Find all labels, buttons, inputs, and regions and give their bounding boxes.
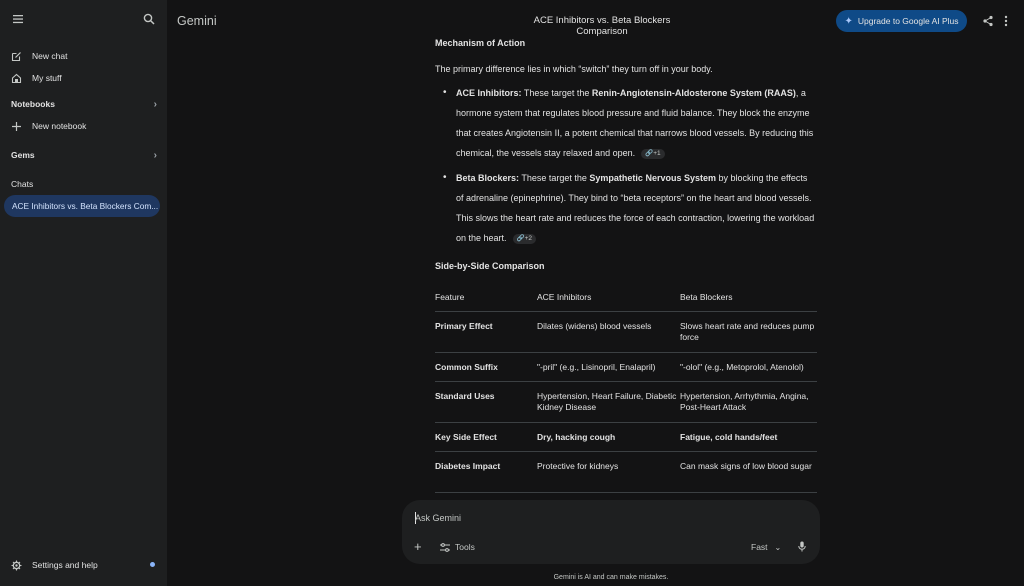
- table-cell: Hypertension, Heart Failure, Diabetic Kidney Disease: [537, 391, 677, 412]
- new-notebook-button[interactable]: [5, 116, 159, 136]
- settings-label: Settings and help: [32, 560, 98, 570]
- table-row: [435, 353, 817, 382]
- response-content: [435, 38, 817, 493]
- intro-paragraph: The primary difference lies in which “switch” they turn off in your body.: [435, 64, 713, 74]
- beta-system: Sympathetic Nervous System: [589, 173, 716, 183]
- beta-bullet: [435, 168, 817, 248]
- ace-system: Renin-Angiotensin-Aldosterone System (RAAS): [591, 88, 796, 98]
- link-icon: 🔗: [516, 235, 525, 242]
- table-header-cell: Feature: [435, 292, 465, 302]
- plus-icon: +: [414, 539, 422, 554]
- top-bar: [167, 0, 1024, 40]
- notebooks-label: Notebooks: [11, 99, 55, 109]
- ace-text-1: These target the: [521, 88, 592, 98]
- mic-icon[interactable]: [798, 541, 806, 552]
- table-cell-feature: Diabetes Impact: [435, 461, 501, 471]
- new-notebook-label: New notebook: [32, 121, 87, 131]
- table-row: [435, 423, 817, 452]
- chat-item-active[interactable]: [4, 195, 160, 217]
- settings-icon: [11, 560, 22, 571]
- beta-citation-count: +2: [524, 235, 533, 242]
- table-cell-feature: Key Side Effect: [435, 432, 497, 442]
- prompt-composer[interactable]: [402, 500, 820, 564]
- gems-section[interactable]: [11, 148, 157, 162]
- add-attachment-button[interactable]: [414, 540, 422, 553]
- ace-text-2: , a hormone system that regulates blood pressure and fluid balance. They block the enzyme that creates Angiotensin II, a potent chemical that narrows blood vessels. By reducing this chemical, the vessels stay relaxed and open.: [456, 88, 814, 158]
- table-cell-feature: Standard Uses: [435, 391, 495, 401]
- chevron-right-icon: ›: [153, 98, 157, 110]
- plus-icon: [11, 121, 22, 132]
- gems-label: Gems: [11, 150, 35, 160]
- my-stuff-label: My stuff: [32, 73, 62, 83]
- settings-button[interactable]: [11, 558, 155, 572]
- table-row: [435, 452, 817, 493]
- my-stuff-icon: [11, 73, 22, 84]
- more-vert-icon[interactable]: [1003, 14, 1009, 28]
- upgrade-label: Upgrade to Google AI Plus: [857, 16, 959, 26]
- brand-logo[interactable]: Gemini: [177, 14, 217, 28]
- table-cell: Hypertension, Arrhythmia, Angina, Post-Heart Attack: [680, 391, 809, 412]
- model-mode-dropdown[interactable]: [751, 542, 781, 552]
- prompt-input[interactable]: Ask Gemini: [415, 513, 462, 523]
- table-cell: Dry, hacking cough: [537, 432, 616, 442]
- table-cell: Can mask signs of low blood sugar: [680, 461, 812, 471]
- table-header-row: [435, 292, 817, 312]
- sparkle-icon: ✦: [844, 15, 853, 27]
- chevron-right-icon: ›: [153, 149, 157, 161]
- share-icon[interactable]: [982, 15, 994, 27]
- sidebar-top: [11, 12, 156, 28]
- table-row: [435, 382, 817, 423]
- tools-label: Tools: [455, 542, 475, 552]
- comparison-heading: Side-by-Side Comparison: [435, 261, 545, 271]
- beta-lead: Beta Blockers:: [456, 173, 520, 183]
- notification-dot: [150, 562, 155, 567]
- table-header-cell: Beta Blockers: [680, 292, 733, 302]
- ace-bullet: [435, 83, 817, 163]
- ace-lead: ACE Inhibitors:: [456, 88, 522, 98]
- new-chat-label: New chat: [32, 51, 68, 61]
- comparison-table: [435, 292, 817, 493]
- table-cell: "-pril" (e.g., Lisinopril, Enalapril): [537, 362, 656, 372]
- search-icon[interactable]: [142, 12, 156, 26]
- beta-text-1: These target the: [519, 173, 590, 183]
- disclaimer: Gemini is AI and can make mistakes.: [553, 574, 669, 581]
- ace-citation-chip[interactable]: [641, 149, 665, 159]
- chats-heading: Chats: [11, 179, 34, 189]
- table-cell: Dilates (widens) blood vessels: [537, 321, 652, 331]
- beta-citation-chip[interactable]: [513, 234, 537, 244]
- table-cell-feature: Primary Effect: [435, 321, 493, 331]
- mechanism-heading: Mechanism of Action: [435, 38, 526, 48]
- beta-text-2: by blocking the effects of adrenaline (epinephrine). They bind to “beta receptors” on the heart and blood vessels. This slows the heart rate and reduces the force of each contraction, lowering the workload on the heart.: [456, 173, 815, 243]
- table-cell: Protective for kidneys: [537, 461, 619, 471]
- chat-item-label: ACE Inhibitors vs. Beta Blockers Com...: [12, 201, 159, 211]
- new-chat-icon: [11, 51, 22, 62]
- tools-button[interactable]: [440, 542, 475, 552]
- table-cell: Slows heart rate and reduces pump force: [680, 321, 815, 342]
- conversation-title: ACE Inhibitors vs. Beta Blockers Comparison: [533, 15, 671, 37]
- chevron-down-icon: ⌄: [774, 542, 782, 552]
- upgrade-button[interactable]: [836, 10, 967, 32]
- new-chat-button[interactable]: [5, 46, 159, 66]
- sidebar: [0, 0, 167, 586]
- ace-citation-count: +1: [653, 150, 661, 157]
- tools-icon: [440, 543, 450, 552]
- table-cell: "-olol" (e.g., Metoprolol, Atenolol): [680, 362, 804, 372]
- mode-label: Fast: [751, 542, 768, 552]
- notebooks-section[interactable]: [11, 97, 157, 111]
- table-cell: Fatigue, cold hands/feet: [680, 432, 778, 442]
- my-stuff-button[interactable]: [5, 68, 159, 88]
- table-cell-feature: Common Suffix: [435, 362, 498, 372]
- table-row: [435, 312, 817, 353]
- table-header-cell: ACE Inhibitors: [537, 292, 592, 302]
- menu-icon[interactable]: [11, 12, 25, 26]
- link-icon: 🔗: [645, 150, 654, 157]
